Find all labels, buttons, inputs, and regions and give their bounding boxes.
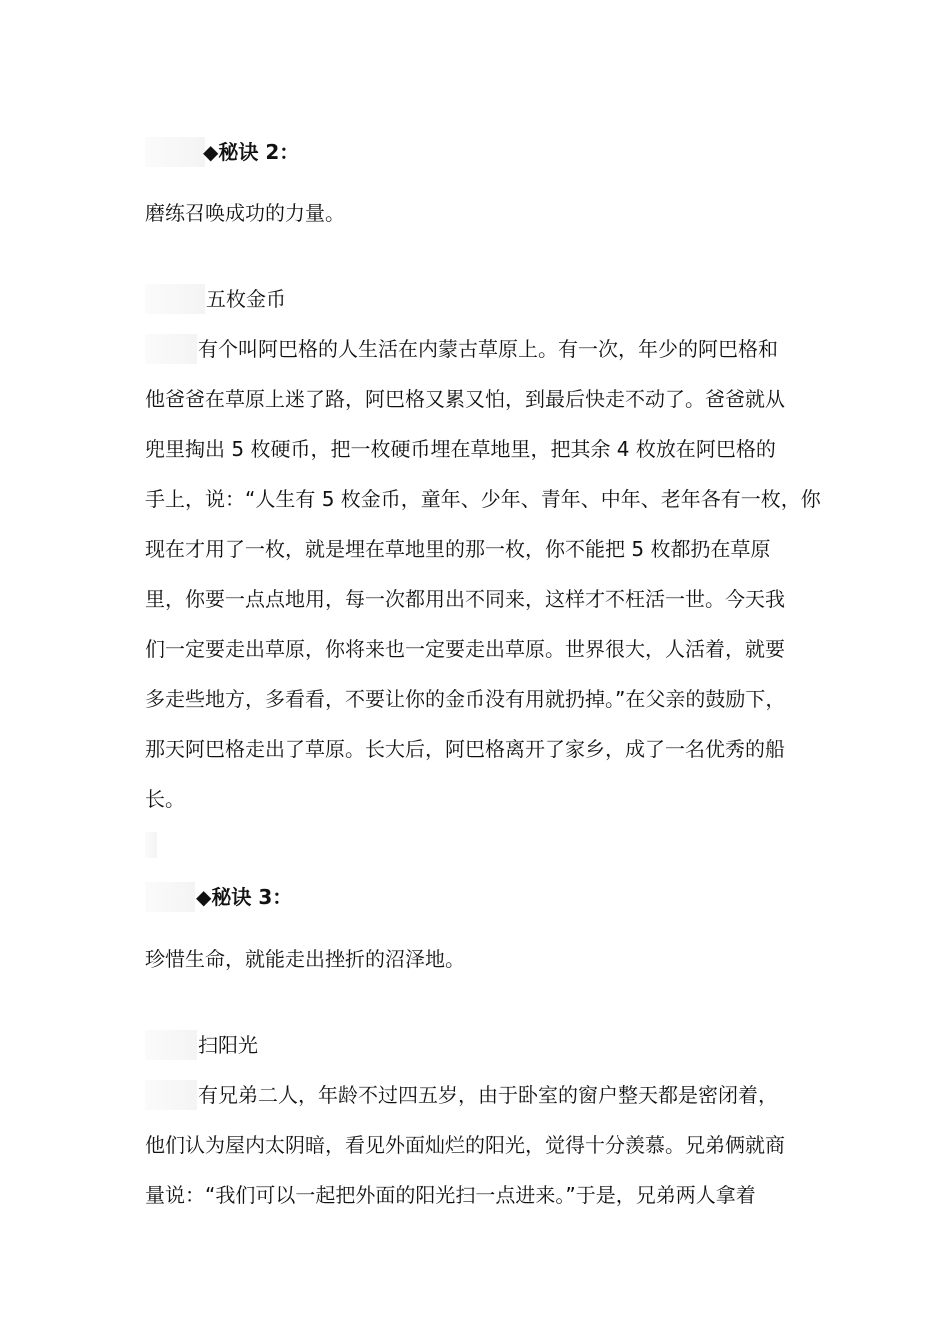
paragraph-line: 兜里掏出 5 枚硬币，把一枚硬币埋在草地里，把其余 4 枚放在阿巴格的	[145, 437, 776, 461]
indent-shading	[145, 334, 197, 364]
paragraph-line: 那天阿巴格走出了草原。长大后，阿巴格离开了家乡，成了一名优秀的船	[145, 737, 785, 761]
section-subtitle: 磨练召唤成功的力量。	[145, 201, 345, 225]
indent-shading	[145, 1080, 197, 1110]
paragraph-line: 们一定要走出草原，你将来也一定要走出草原。世界很大，人活着，就要	[145, 637, 785, 661]
section-subtitle: 珍惜生命，就能走出挫折的沼泽地。	[145, 947, 465, 971]
indent-shading	[145, 832, 157, 858]
paragraph-line: 有个叫阿巴格的人生活在内蒙古草原上。有一次，年少的阿巴格和	[198, 337, 778, 361]
paragraph-line: 有兄弟二人，年龄不过四五岁，由于卧室的窗户整天都是密闭着，	[198, 1083, 778, 1107]
paragraph-line: 多走些地方，多看看，不要让你的金币没有用就扔掉。”在父亲的鼓励下，	[145, 687, 786, 711]
section-heading-secret-3: ◆秘诀 3：	[196, 885, 293, 909]
paragraph-line: 量说：“我们可以一起把外面的阳光扫一点进来。”于是，兄弟两人拿着	[145, 1183, 756, 1207]
paragraph-line: 他们认为屋内太阴暗，看见外面灿烂的阳光，觉得十分羡慕。兄弟俩就商	[145, 1133, 785, 1157]
indent-shading	[145, 284, 205, 314]
section-heading-secret-2: ◆秘诀 2：	[203, 140, 300, 164]
indent-shading	[145, 137, 205, 167]
indent-shading	[145, 882, 195, 912]
paragraph-line: 长。	[145, 787, 185, 811]
paragraph-line: 他爸爸在草原上迷了路，阿巴格又累又怕，到最后快走不动了。爸爸就从	[145, 387, 785, 411]
paragraph-line: 现在才用了一枚，就是埋在草地里的那一枚，你不能把 5 枚都扔在草原	[145, 537, 771, 561]
paragraph-line: 手上，说：“人生有 5 枚金币，童年、少年、青年、中年、老年各有一枚，你	[145, 487, 821, 511]
paragraph-line: 里，你要一点点地用，每一次都用出不同来，这样才不枉活一世。今天我	[145, 587, 785, 611]
indent-shading	[145, 1030, 197, 1060]
story-title-five-coins: 五枚金币	[206, 287, 286, 311]
story-title-sweeping-sunlight: 扫阳光	[198, 1033, 258, 1057]
